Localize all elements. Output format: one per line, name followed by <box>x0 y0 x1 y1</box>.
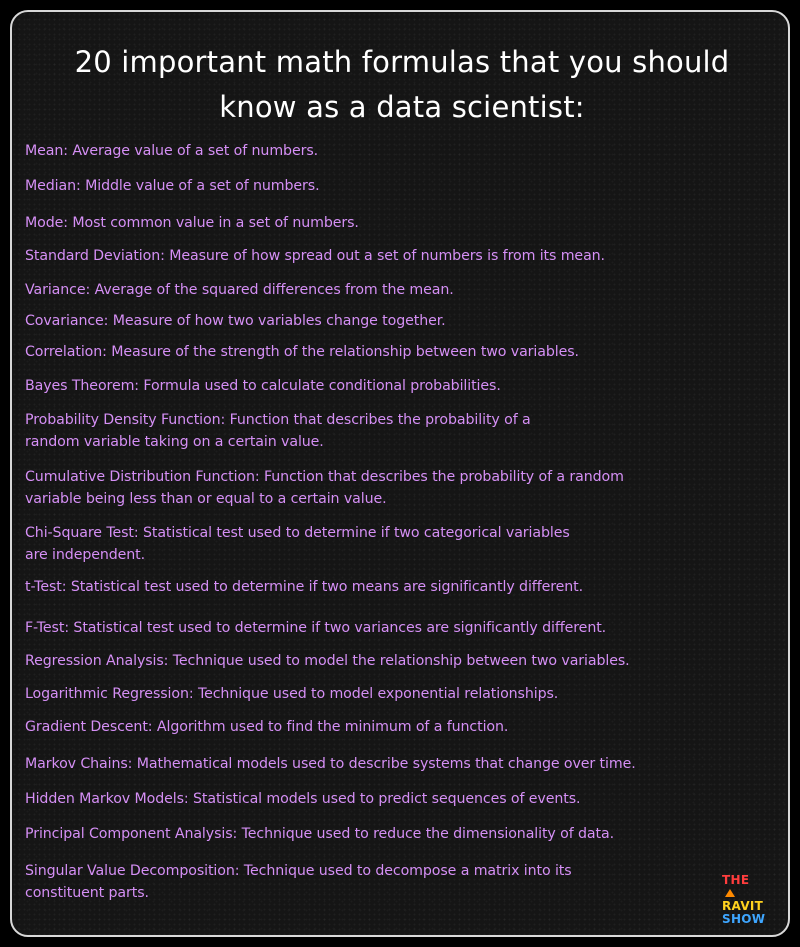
list-item-cumulative-distribution-function <box>25 466 785 510</box>
item-description: Function that describes the probability of a random <box>259 469 624 485</box>
item-description: Middle value of a set of numbers. <box>80 178 320 194</box>
item-term: Regression Analysis: <box>25 653 169 669</box>
list-item-correlation <box>25 341 785 363</box>
list-item-regression-analysis <box>25 650 785 672</box>
list-item-principal-component-analysis <box>25 823 785 845</box>
item-description-continued: constituent parts. <box>25 885 149 901</box>
item-description: Function that describes the probability of a <box>225 412 531 428</box>
list-item-median <box>25 175 785 197</box>
item-description: Statistical models used to predict sequences of events. <box>188 791 581 807</box>
list-item-f-test <box>25 617 785 639</box>
item-description: Technique used to reduce the dimensionality of data. <box>237 826 614 842</box>
item-description: Mathematical models used to describe systems that change over time. <box>132 756 636 772</box>
item-description-continued: random variable taking on a certain value. <box>25 434 324 450</box>
item-term: Hidden Markov Models: <box>25 791 189 807</box>
item-description: Measure of how two variables change together. <box>108 313 446 329</box>
item-term: Bayes Theorem: <box>25 378 139 394</box>
item-description: Technique used to decompose a matrix into its <box>239 863 572 879</box>
title-line-2: know as a data scientist: <box>219 90 585 124</box>
list-item-mean <box>25 140 785 162</box>
list-item-covariance <box>25 310 785 332</box>
item-term: Variance: <box>25 282 91 298</box>
ravit-show-logo <box>722 873 774 926</box>
list-item-logarithmic-regression <box>25 683 785 705</box>
item-description-continued: variable being less than or equal to a certain value. <box>25 491 387 507</box>
item-term: Mean: <box>25 143 68 159</box>
list-item-t-test <box>25 576 785 598</box>
item-term: Mode: <box>25 215 68 231</box>
item-term: Principal Component Analysis: <box>25 826 238 842</box>
item-term: Gradient Descent: <box>25 719 153 735</box>
item-description: Algorithm used to find the minimum of a function. <box>152 719 509 735</box>
item-description: Technique used to model exponential relationships. <box>193 686 559 702</box>
logo-line-1 <box>722 874 774 900</box>
item-description: Average value of a set of numbers. <box>67 143 319 159</box>
item-term: Covariance: <box>25 313 109 329</box>
item-term: F-Test: <box>25 620 69 636</box>
logo-line-3: SHOW <box>722 912 766 926</box>
list-item-hidden-markov-models <box>25 788 785 810</box>
item-description: Statistical test used to determine if two means are significantly different. <box>66 579 584 595</box>
item-term: Logarithmic Regression: <box>25 686 194 702</box>
item-description: Statistical test used to determine if two variances are significantly different. <box>69 620 607 636</box>
list-item-chi-square-test <box>25 522 785 566</box>
list-item-markov-chains <box>25 753 785 775</box>
item-description: Measure of how spread out a set of numbers is from its mean. <box>164 248 605 264</box>
list-item-standard-deviation <box>25 245 785 267</box>
item-description-continued: are independent. <box>25 547 146 563</box>
item-description: Average of the squared differences from the mean. <box>90 282 454 298</box>
item-term: Standard Deviation: <box>25 248 165 264</box>
item-description: Technique used to model the relationship between two variables. <box>168 653 630 669</box>
item-term: Cumulative Distribution Function: <box>25 469 260 485</box>
list-item-probability-density-function <box>25 409 785 453</box>
list-item-bayes-theorem <box>25 375 785 397</box>
item-description: Measure of the strength of the relationship between two variables. <box>106 344 579 360</box>
title-line-1: 20 important math formulas that you should <box>74 45 730 79</box>
list-item-mode <box>25 212 785 234</box>
formula-card <box>10 10 790 937</box>
triangle-icon <box>725 889 735 897</box>
item-term: Median: <box>25 178 81 194</box>
item-term: Chi-Square Test: <box>25 525 139 541</box>
item-term: Markov Chains: <box>25 756 133 772</box>
item-description: Formula used to calculate conditional probabilities. <box>138 378 501 394</box>
item-description: Most common value in a set of numbers. <box>67 215 359 231</box>
item-term: Correlation: <box>25 344 107 360</box>
item-term: Probability Density Function: <box>25 412 226 428</box>
item-term: t-Test: <box>25 579 67 595</box>
list-item-variance <box>25 279 785 301</box>
item-term: Singular Value Decomposition: <box>25 863 240 879</box>
item-description: Statistical test used to determine if two categorical variables <box>138 525 570 541</box>
formula-list <box>12 12 790 937</box>
logo-text-1: THE <box>722 873 750 887</box>
list-item-gradient-descent <box>25 716 785 738</box>
list-item-singular-value-decomposition <box>25 860 785 904</box>
logo-line-2: RAVIT <box>722 899 764 913</box>
